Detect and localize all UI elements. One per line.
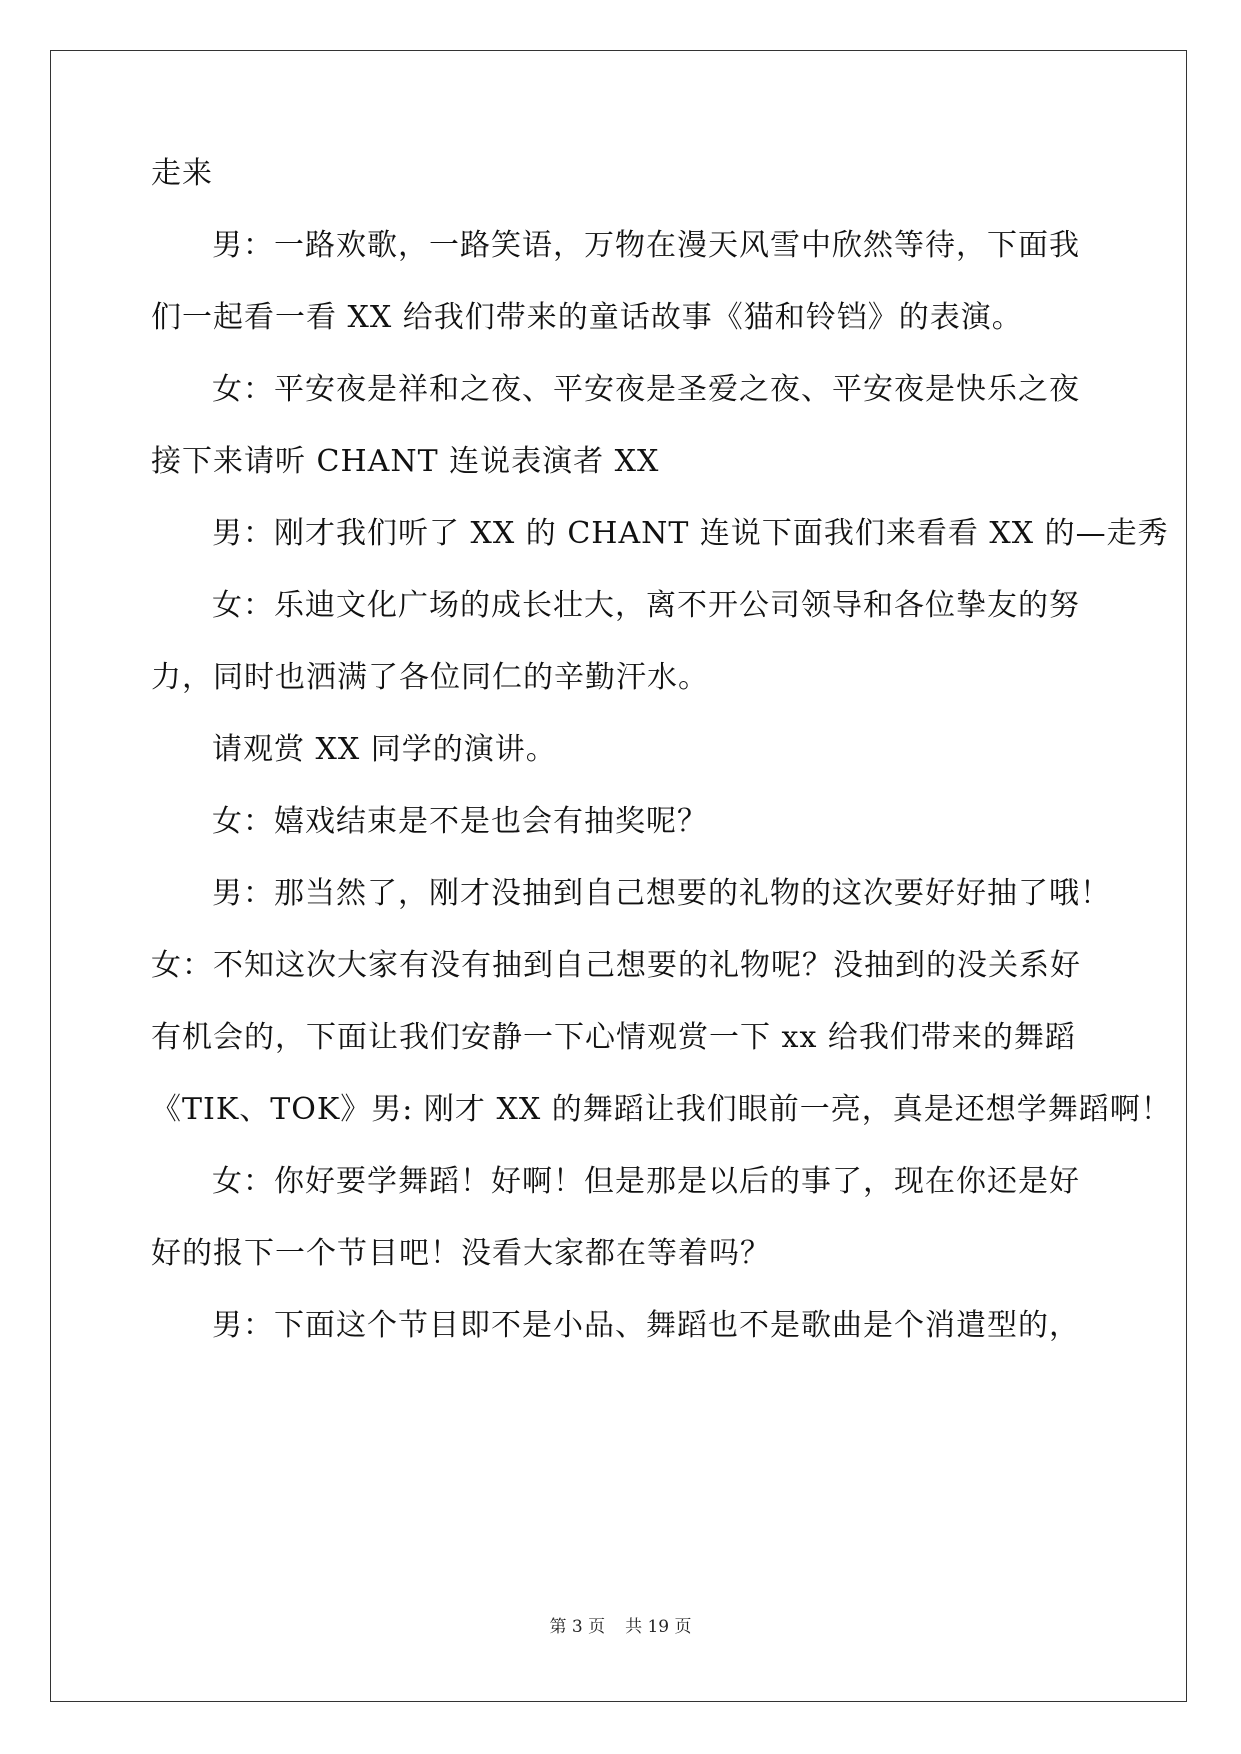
page-number: 第 3 页 [549,1617,606,1637]
text-line: 男：刚才我们听了 XX 的 CHANT 连说下面我们来看看 XX 的—走秀 [212,516,1169,551]
text-line: 们一起看一看 XX 给我们带来的童话故事《猫和铃铛》的表演。 [151,300,1023,335]
text-line: 女：不知这次大家有没有抽到自己想要的礼物呢？没抽到的没关系好 [151,948,1081,983]
page-total: 共 19 页 [625,1617,692,1637]
text-line: 力，同时也洒满了各位同仁的辛勤汗水。 [151,660,709,695]
text-line: 女：平安夜是祥和之夜、平安夜是圣爱之夜、平安夜是快乐之夜 [212,372,1080,407]
text-line: 男：一路欢歌，一路笑语，万物在漫天风雪中欣然等待，下面我 [212,228,1080,263]
text-line: 接下来请听 CHANT 连说表演者 XX [151,444,660,479]
text-line: 请观赏 XX 同学的演讲。 [212,732,557,767]
text-line: 女：乐迪文化广场的成长壮大，离不开公司领导和各位挚友的努 [212,588,1080,623]
page-footer [0,1612,1241,1637]
text-line: 女：你好要学舞蹈！好啊！但是那是以后的事了，现在你还是好 [212,1164,1080,1199]
text-line: 《TIK、TOK》男: 刚才 XX 的舞蹈让我们眼前一亮，真是还想学舞蹈啊！ [151,1092,1172,1127]
text-line: 男：那当然了，刚才没抽到自己想要的礼物的这次要好好抽了哦！ [212,876,1111,911]
text-line: 男：下面这个节目即不是小品、舞蹈也不是歌曲是个消遣型的， [212,1308,1080,1343]
text-line: 有机会的，下面让我们安静一下心情观赏一下 xx 给我们带来的舞蹈 [151,1020,1076,1055]
text-line: 女：嬉戏结束是不是也会有抽奖呢？ [212,804,708,839]
text-line: 走来 [151,156,213,191]
text-line: 好的报下一个节目吧！没看大家都在等着吗？ [151,1236,771,1271]
